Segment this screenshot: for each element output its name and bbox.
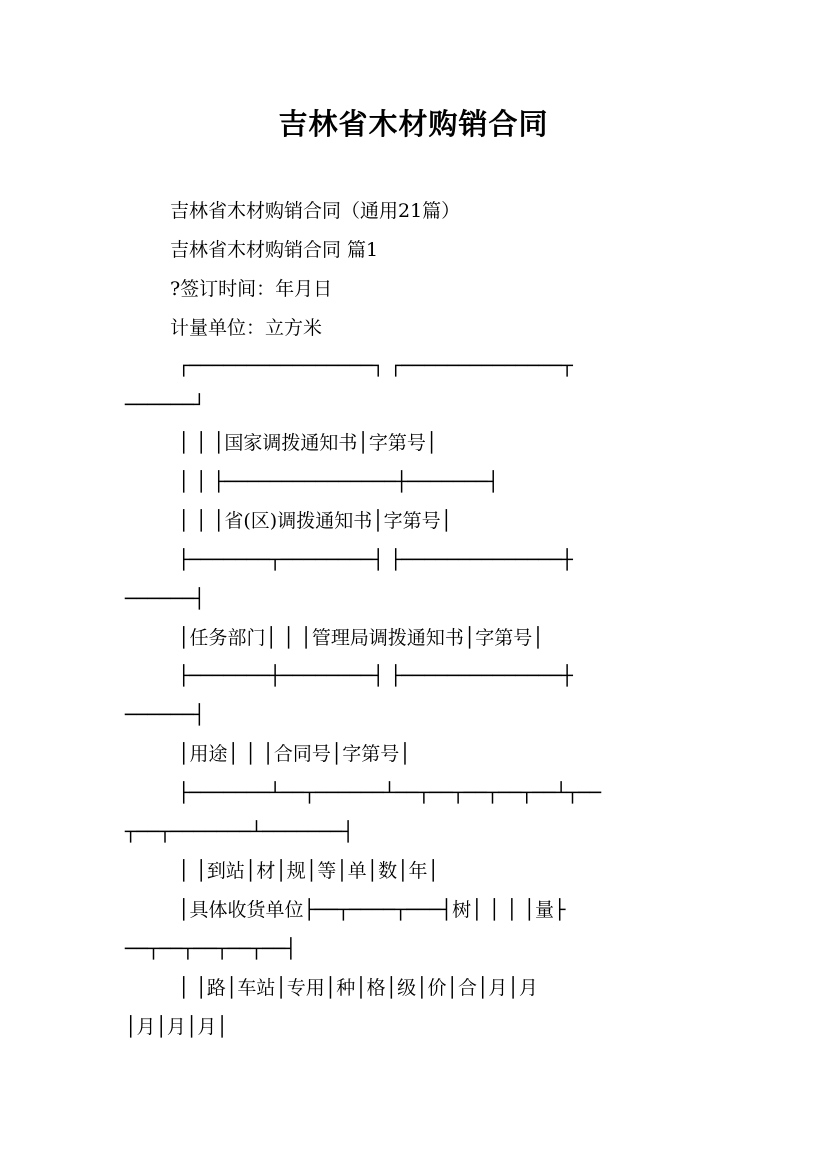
table-row-line: │ │到站│材│规│等│单│数│年│ (178, 860, 439, 882)
table-row-line: │ │ │省(区)调拨通知书│字第号│ (178, 510, 453, 532)
table-border-line: ──────┤ (125, 588, 206, 610)
section-heading: 吉林省木材购销合同 篇1 (170, 239, 379, 261)
table-row-line: │用途│ │ │合同号│字第号│ (178, 743, 411, 765)
table-border-line: ├───────┴──┬──────┴──┬──┬──┬──┬──┴┬── (178, 782, 602, 804)
table-border-line: ┬──┬───────┴───────┤ (125, 821, 354, 843)
table-border-line: ├───────┼────────┤ ├──────────────┼ (178, 665, 573, 687)
table-row-line: │具体收货单位├──┬────┬───┤树│ │ │ │量├ (178, 899, 566, 921)
signing-time-line: ?签订时间：年月日 (170, 278, 333, 300)
document-title: 吉林省木材购销合同 (278, 107, 549, 141)
table-row-line: │月│月│月│ (125, 1016, 228, 1038)
table-row-line: │ │ │国家调拨通知书│字第号│ (178, 432, 438, 454)
table-border-line: ──────┘ (125, 394, 206, 416)
table-border-line: ├───────┬────────┤ ├──────────────┼ (178, 549, 573, 571)
table-border-line: ┌────────────────┐ ┌──────────────┬ (178, 355, 573, 377)
unit-line: 计量单位：立方米 (170, 317, 323, 339)
table-row-line: │ │路│车站│专用│种│格│级│价│合│月│月 (178, 977, 538, 999)
table-border-line: ──────┤ (125, 704, 206, 726)
table-border-line: ──┬──┬──┬──┬──┤ (125, 938, 297, 960)
table-row-line: │任务部门│ │ │管理局调拨通知书│字第号│ (178, 627, 544, 649)
table-border-line: │ │ ├───────────────┼───────┤ (178, 471, 499, 493)
subtitle-line: 吉林省木材购销合同（通用21篇） (170, 200, 461, 222)
